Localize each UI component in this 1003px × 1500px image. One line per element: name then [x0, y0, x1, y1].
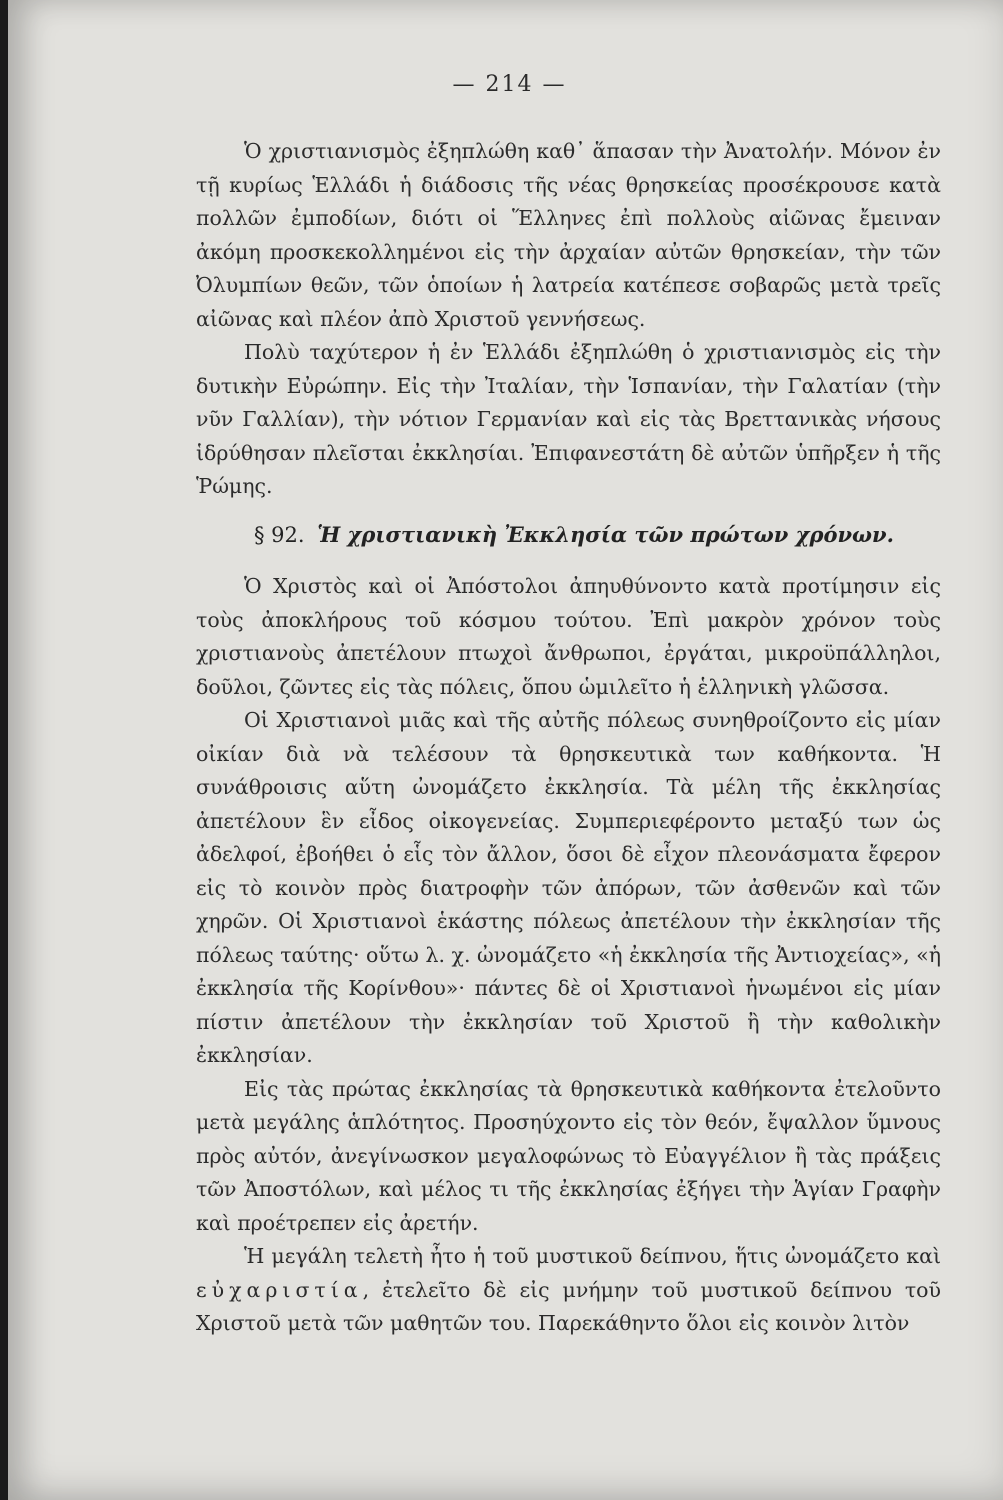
paragraph: Πολὺ ταχύτερον ἡ ἐν Ἑλλάδι ἐξηπλώθη ὁ χριστιανισμὸς εἰς τὴν δυτικὴν Εὐρώπην. Εἰς τὴν Ἰταλίαν, τὴν Ἱσπανίαν, τὴν Γαλατίαν (τὴν νῦν Γαλλίαν), τὴν νότιον Γερμανίαν καὶ εἰς τὰς Βρεττανικὰς νήσους ἱδρύθησαν πλεῖσται ἐκκλησίαι. Ἐπιφανεστάτη δὲ αὐτῶν ὑπῆρξεν ἡ τῆς Ῥώμης.	[196, 340, 941, 498]
paragraph: Οἱ Χριστιανοὶ μιᾶς καὶ τῆς αὐτῆς πόλεως συνηθροίζοντο εἰς μίαν οἰκίαν διὰ νὰ τελέσουν τὰ θρησκευτικὰ των καθήκοντα. Ἡ συνάθροισις αὕτη ὠνομάζετο ἐκκλησία. Τὰ μέλη τῆς ἐκκλησίας ἀπετέλουν ἓν εἶδος οἰκογενείας. Συμπεριεφέροντο μεταξύ των ὡς ἀδελφοί, ἐβοήθει ὁ εἷς τὸν ἄλλον, ὅσοι δὲ εἶχον πλεονάσματα ἔφερον εἰς τὸ κοινὸν πρὸς διατροφὴν τῶν ἀπόρων, τῶν ἀσθενῶν καὶ τῶν χηρῶν. Οἱ Χριστιανοὶ ἑκάστης πόλεως ἀπετέλουν τὴν ἐκκλησίαν τῆς πόλεως ταύτης· οὕτω λ. χ. ὠνομάζετο «ἡ ἐκκλησία τῆς Ἀντιοχείας», «ἡ ἐκκλησία τῆς Κορίνθου»· πάντες δὲ οἱ Χριστιανοὶ ἡνωμένοι εἰς μίαν πίστιν ἀπετέλουν τὴν ἐκκλησίαν τοῦ Χριστοῦ ἢ τὴν καθολικὴν ἐκκλησίαν.	[196, 708, 941, 1067]
paragraph-text: Ἡ μεγάλη τελετὴ ἦτο ἡ τοῦ μυστικοῦ δείπνου, ἥτις ὠνομάζετο καὶ	[244, 1244, 941, 1268]
section-title: Ἡ χριστιανικὴ Ἐκκλησία τῶν πρώτων χρόνων.	[317, 521, 894, 547]
page-number: — 214 —	[452, 72, 567, 97]
body-text	[196, 135, 941, 1341]
section-heading	[196, 518, 941, 553]
book-page	[8, 0, 1003, 1500]
paragraph: Εἰς τὰς πρώτας ἐκκλησίας τὰ θρησκευτικὰ καθήκοντα ἐτελοῦντο μετὰ μεγάλης ἁπλότητος. Προσηύχοντο εἰς τὸν θεόν, ἔψαλλον ὕμνους πρὸς αὐτόν, ἀνεγίνωσκον μεγαλοφώνως τὸ Εὐαγγέλιον ἢ τὰς πράξεις τῶν Ἀποστόλων, καὶ μέλος τι τῆς ἐκκλησίας ἐξήγει τὴν Ἁγίαν Γραφὴν καὶ προέτρεπεν εἰς ἀρετήν.	[196, 1076, 941, 1235]
emphasized-term: εὐχαριστία	[196, 1277, 363, 1302]
paragraph-text: , ἐτελεῖτο δὲ εἰς μνήμην τοῦ μυστικοῦ δείπνου τοῦ Χριστοῦ μετὰ τῶν μαθητῶν του. Παρεκάθηντο ὅλοι εἰς κοινὸν λιτὸν	[196, 1277, 941, 1335]
section-number: § 92.	[254, 522, 305, 547]
paragraph: Ὁ χριστιανισμὸς ἐξηπλώθη καθ᾽ ἅπασαν τὴν Ἀνατολήν. Μόνον ἐν τῇ κυρίως Ἑλλάδι ἡ διάδοσις τῆς νέας θρησκείας προσέκρουσε κατὰ πολλῶν ἐμποδίων, διότι οἱ Ἕλληνες ἐπὶ πολλοὺς αἰῶνας ἔμειναν ἀκόμη προσκεκολλημένοι εἰς τὴν ἀρχαίαν αὐτῶν θρησκείαν, τὴν τῶν Ὀλυμπίων θεῶν, τῶν ὁποίων ἡ λατρεία κατέπεσε σοβαρῶς μετὰ τρεῖς αἰῶνας καὶ πλέον ἀπὸ Χριστοῦ γεννήσεως.	[196, 139, 941, 331]
paragraph: Ὁ Χριστὸς καὶ οἱ Ἀπόστολοι ἀπηυθύνοντο κατὰ προτίμησιν εἰς τοὺς ἀποκλήρους τοῦ κόσμου τούτου. Ἐπὶ μακρὸν χρόνον τοὺς χριστιανοὺς ἀπετέλουν πτωχοὶ ἄνθρωποι, ἐργάται, μικροϋπάλληλοι, δοῦλοι, ζῶντες εἰς τὰς πόλεις, ὅπου ὡμιλεῖτο ἡ ἑλληνικὴ γλῶσσα.	[196, 574, 941, 699]
paragraph-last	[196, 1240, 941, 1341]
